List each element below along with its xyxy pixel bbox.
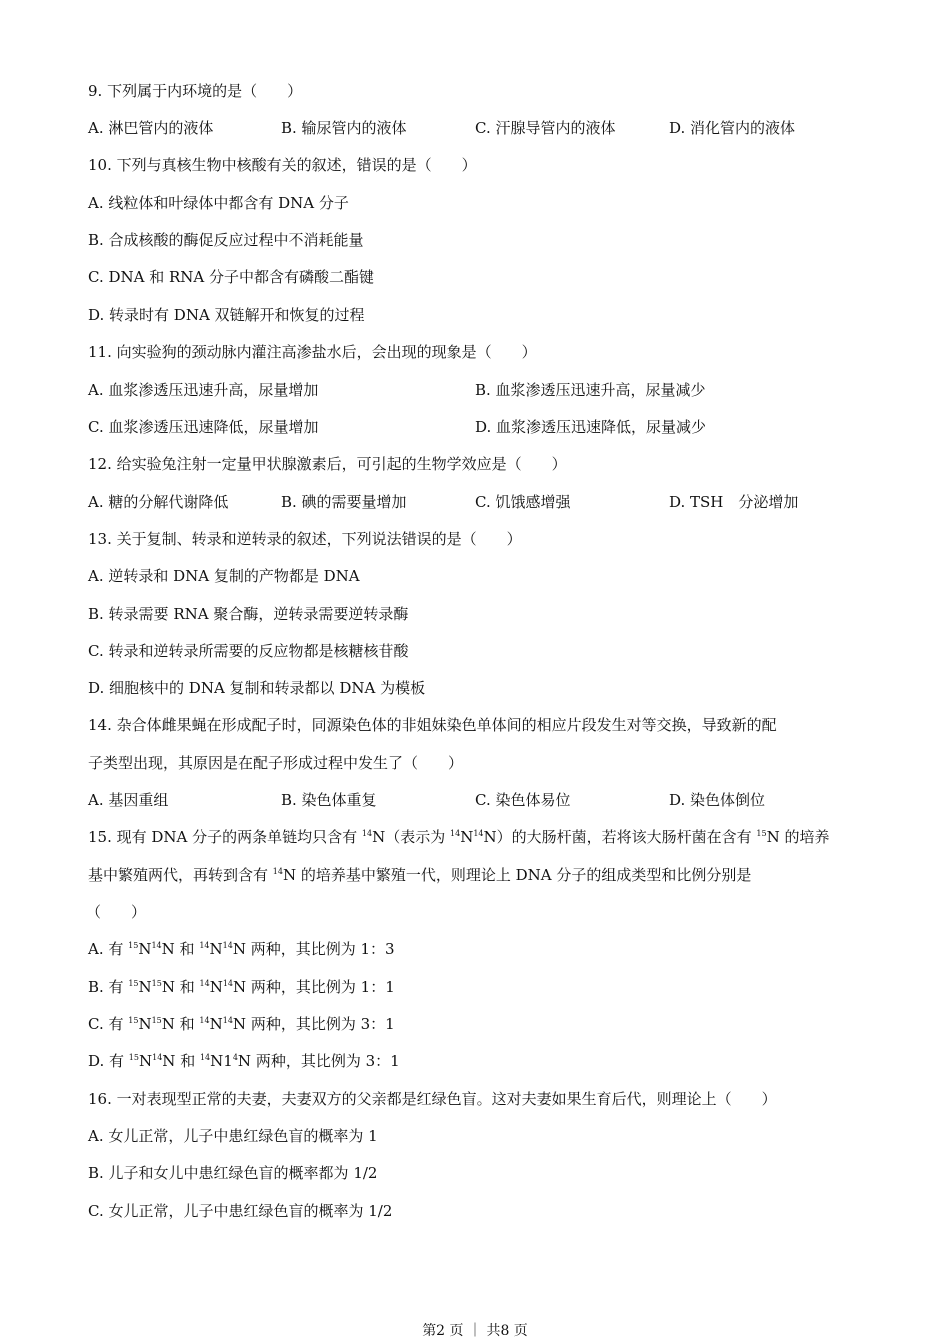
q11-option-a: A. 血浆渗透压迅速升高，尿量增加 xyxy=(88,381,319,399)
q12-option-d: D. TSH 分泌增加 xyxy=(669,493,799,511)
question-15-stem-line-3: （ ） xyxy=(86,903,147,921)
question-15-stem-line-2: 基中繁殖两代，再转到含有 $^{14}$N 的培养基中繁殖一代，则理论上 DNA 分子的组成类型和比例分别是 xyxy=(88,866,752,884)
question-14-stem-line-2: 子类型出现，其原因是在配子形成过程中发生了（ ） xyxy=(88,754,464,772)
question-9-stem: 9. 下列属于内环境的是（ ） xyxy=(88,82,303,100)
q13-option-b: B. 转录需要 RNA 聚合酶，逆转录需要逆转录酶 xyxy=(88,605,409,623)
q16-option-b: B. 儿子和女儿中患红绿色盲的概率都为 1/2 xyxy=(88,1164,378,1182)
q9-option-a: A. 淋巴管内的液体 xyxy=(88,119,214,137)
q14-option-c: C. 染色体易位 xyxy=(475,791,571,809)
q15-option-a: A. 有 $^{15}N^{14}N$ 和 $^{14}N^{14}N$ 两种，其比例为 1：3 xyxy=(88,940,395,958)
q12-option-b: B. 碘的需要量增加 xyxy=(281,493,407,511)
q10-option-b: B. 合成核酸的酶促反应过程中不消耗能量 xyxy=(88,231,364,249)
q14-option-d: D. 染色体倒位 xyxy=(669,791,766,809)
question-10-stem: 10. 下列与真核生物中核酸有关的叙述，错误的是（ ） xyxy=(88,156,477,174)
q10-option-a: A. 线粒体和叶绿体中都含有 DNA 分子 xyxy=(88,194,349,212)
question-15-stem-line-1: 15. 现有 DNA 分子的两条单链均只含有 $^{14}$N（表示为 $^{14}N^{14}N$）的大肠杆菌，若将该大肠杆菌在含有 $^{15}$N 的培养 xyxy=(88,828,830,846)
q11-option-d: D. 血浆渗透压迅速降低，尿量减少 xyxy=(475,418,707,436)
q9-option-d: D. 消化管内的液体 xyxy=(669,119,796,137)
q12-option-c: C. 饥饿感增强 xyxy=(475,493,571,511)
question-16-stem: 16. 一对表现型正常的夫妻，夫妻双方的父亲都是红绿色盲。这对夫妻如果生育后代，则理论上（ ） xyxy=(88,1090,777,1108)
q13-option-a: A. 逆转录和 DNA 复制的产物都是 DNA xyxy=(88,567,360,585)
q16-option-a: A. 女儿正常，儿子中患红绿色盲的概率为 1 xyxy=(88,1127,378,1145)
q14-option-a: A. 基因重组 xyxy=(88,791,169,809)
q10-option-c: C. DNA 和 RNA 分子中都含有磷酸二酯键 xyxy=(88,268,375,286)
question-12-stem: 12. 给实验兔注射一定量甲状腺激素后，可引起的生物学效应是（ ） xyxy=(88,455,567,473)
q12-option-a: A. 糖的分解代谢降低 xyxy=(88,493,229,511)
question-14-stem-line-1: 14. 杂合体雌果蝇在形成配子时，同源染色体的非姐妹染色单体间的相应片段发生对等交换，导致新的配 xyxy=(88,716,777,734)
q16-option-c: C. 女儿正常，儿子中患红绿色盲的概率为 1/2 xyxy=(88,1202,393,1220)
q14-option-b: B. 染色体重复 xyxy=(281,791,377,809)
q9-option-b: B. 输尿管内的液体 xyxy=(281,119,407,137)
q11-option-b: B. 血浆渗透压迅速升高，尿量减少 xyxy=(475,381,706,399)
q10-option-d: D. 转录时有 DNA 双链解开和恢复的过程 xyxy=(88,306,365,324)
q15-option-d: D. 有 $^{15}N^{14}N$ 和 $^{14}N1^4N$ 两种，其比例为 3：1 xyxy=(88,1052,400,1070)
q15-option-b: B. 有 $^{15}N^{15}N$ 和 $^{14}N^{14}N$ 两种，其比例为 1：1 xyxy=(88,978,395,996)
page-footer: 第2 页 ｜ 共8 页 xyxy=(422,1323,528,1339)
question-13-stem: 13. 关于复制、转录和逆转录的叙述，下列说法错误的是（ ） xyxy=(88,530,522,548)
question-11-stem: 11. 向实验狗的颈动脉内灌注高渗盐水后，会出现的现象是（ ） xyxy=(88,343,537,361)
q9-option-c: C. 汗腺导管内的液体 xyxy=(475,119,616,137)
q13-option-c: C. 转录和逆转录所需要的反应物都是核糖核苷酸 xyxy=(88,642,409,660)
q15-option-c: C. 有 $^{15}N^{15}N$ 和 $^{14}N^{14}N$ 两种，其比例为 3：1 xyxy=(88,1015,395,1033)
q11-option-c: C. 血浆渗透压迅速降低，尿量增加 xyxy=(88,418,319,436)
q13-option-d: D. 细胞核中的 DNA 复制和转录都以 DNA 为模板 xyxy=(88,679,426,697)
